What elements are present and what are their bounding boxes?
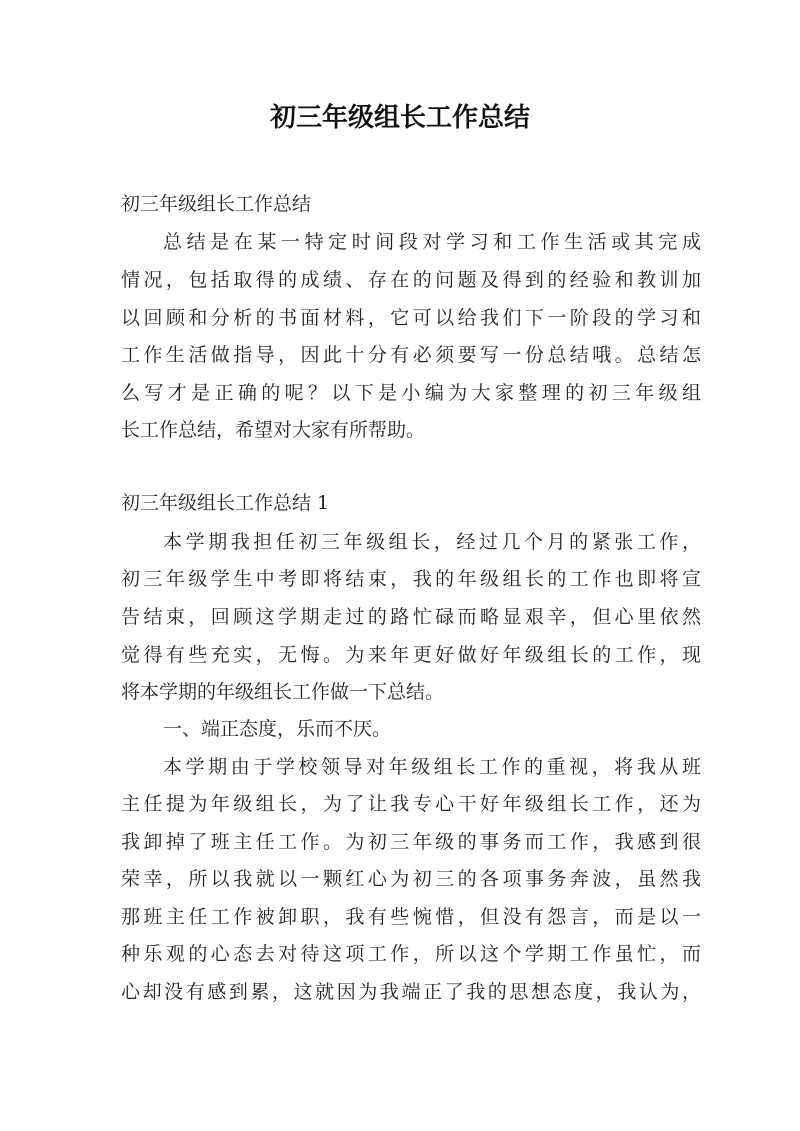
paragraph-line: 以回顾和分析的书面材料，它可以给我们下一阶段的学习和 xyxy=(121,307,701,329)
paragraph-line: 告结束，回顾这学期走过的路忙碌而略显艰辛，但心里依然 xyxy=(121,606,701,628)
paragraph-line: 初三年级学生中考即将结束，我的年级组长的工作也即将宣 xyxy=(121,568,701,590)
paragraph-line: 工作生活做指导，因此十分有必须要写一份总结哦。总结怎 xyxy=(121,344,701,366)
paragraph-line: 本学期由于学校领导对年级组长工作的重视，将我从班 xyxy=(163,756,701,778)
paragraph-line: 那班主任工作被卸职，我有些惋惜，但没有怨言，而是以一 xyxy=(121,906,701,928)
paragraph-line: 我卸掉了班主任工作。为初三年级的事务而工作，我感到很 xyxy=(121,831,701,853)
paragraph-line: 情况，包括取得的成绩、存在的问题及得到的经验和教训加 xyxy=(121,269,701,291)
paragraph-line: 种乐观的心态去对待这项工作，所以这个学期工作虽忙，而 xyxy=(121,943,701,965)
document-title: 初三年级组长工作总结 xyxy=(269,103,530,133)
paragraph-line: 么写才是正确的呢？以下是小编为大家整理的初三年级组 xyxy=(121,382,701,404)
paragraph-line: 本学期我担任初三年级组长，经过几个月的紧张工作， xyxy=(163,531,701,553)
paragraph-line: 觉得有些充实，无悔。为来年更好做好年级组长的工作，现 xyxy=(121,644,701,666)
section-heading-1: 初三年级组长工作总结 1 xyxy=(121,492,330,514)
section-heading-intro: 初三年级组长工作总结 xyxy=(121,193,312,215)
paragraph-line: 将本学期的年级组长工作做一下总结。 xyxy=(121,681,445,703)
subheading-line: 一、端正态度，乐而不厌。 xyxy=(163,718,392,740)
paragraph-line: 荣幸，所以我就以一颗红心为初三的各项事务奔波，虽然我 xyxy=(121,868,701,890)
paragraph-line: 心却没有感到累，这就因为我端正了我的思想态度，我认为， xyxy=(121,981,701,1003)
paragraph-line: 主任提为年级组长，为了让我专心干好年级组长工作，还为 xyxy=(121,793,701,815)
paragraph-line: 总结是在某一特定时间段对学习和工作生活或其完成 xyxy=(163,231,701,253)
paragraph-line: 长工作总结，希望对大家有所帮助。 xyxy=(121,419,426,441)
